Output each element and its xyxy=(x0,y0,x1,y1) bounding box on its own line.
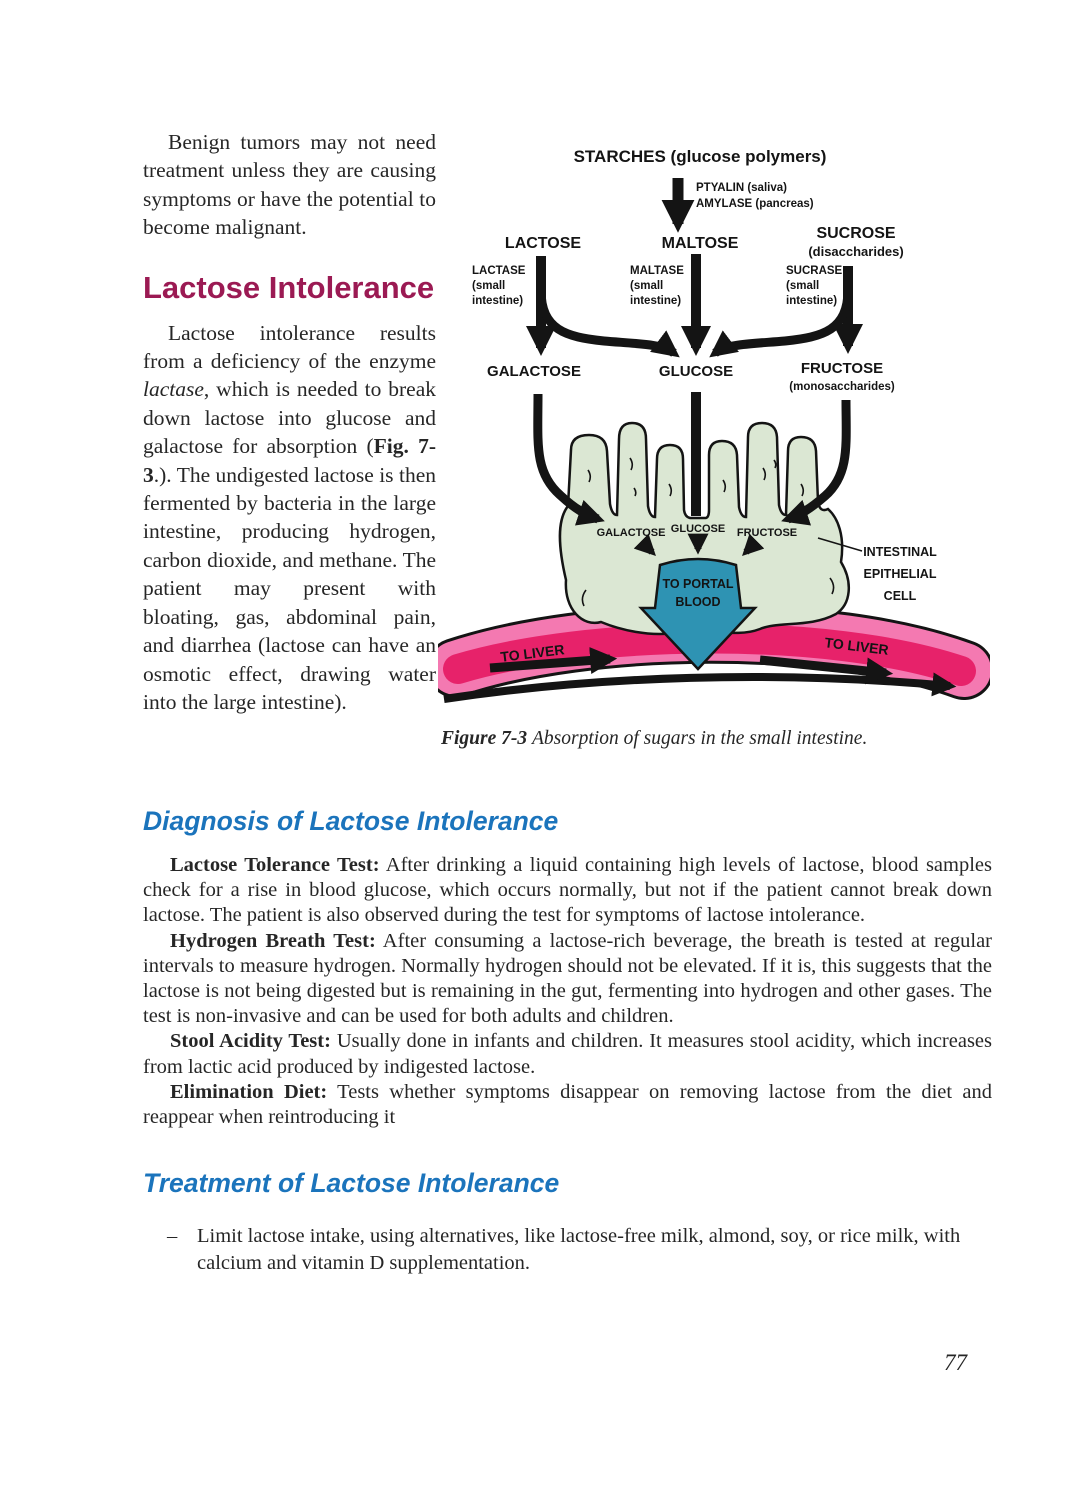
fructose-label: FRUCTOSE xyxy=(800,360,884,377)
epithelial-cell-label-2: EPITHELIAL xyxy=(863,567,937,581)
paragraph-text: After consuming a lactose-rich beverage, the breath is tested at regular intervals to measure hydrogen. Normally hydrogen should not be elevated. If it is, this suggests that the lactose is not being digested but is remaining in the gut, fermenting into hydrogen and other gases. The test is non-invasive and can be used for both adults and children. xyxy=(143,929,992,1028)
diagnosis-paragraph-stool-acidity xyxy=(143,1029,992,1079)
monosaccharides-label: (monosaccharides) xyxy=(789,381,895,393)
maltose-label: MALTOSE xyxy=(661,235,739,252)
maltase-label-1: MALTASE xyxy=(630,265,684,277)
maltase-label-3: intestine) xyxy=(630,295,682,307)
epithelial-cell-label-1: INTESTINAL xyxy=(863,545,937,559)
paragraph-text: After drinking a liquid containing high levels of lactose, blood samples check for a rise in blood glucose, which occurs normally, but not if the patient cannot break down lactose. The patient is also observed during the test for symptoms of lactose intolerance. xyxy=(143,854,992,927)
ptyalin-label: PTYALIN (saliva) xyxy=(696,182,787,194)
paragraph-text: Tests whether symptoms disappear on removing lactose from the diet and reappear when reintroducing it xyxy=(143,1080,992,1129)
sucrose-label: SUCROSE xyxy=(816,225,896,242)
lactose-label: LACTOSE xyxy=(504,235,582,252)
diagnosis-paragraph-elimination-diet xyxy=(143,1080,992,1130)
figure-7-3 xyxy=(438,138,990,733)
paragraph-lead: Lactose Tolerance Test: xyxy=(170,854,380,876)
lactase-label-2: (small xyxy=(472,280,506,292)
treatment-bullet-item xyxy=(143,1223,992,1277)
intro-paragraph: Benign tumors may not need treatment unless they are causing symptoms or have the potential to become malignant. xyxy=(143,130,436,240)
to-liver-right-label: TO LIVER xyxy=(823,634,890,658)
galactose-label: GALACTOSE xyxy=(487,363,581,380)
starches-label: STARCHES (glucose polymers) xyxy=(573,147,827,166)
sucrase-label-2: (small xyxy=(786,280,820,292)
figure-caption-label: Figure 7-3 xyxy=(441,728,528,749)
to-liver-left-label: TO LIVER xyxy=(499,641,566,665)
sugar-absorption-diagram xyxy=(438,138,990,728)
left-column xyxy=(143,128,436,716)
paragraph-lead: Elimination Diet: xyxy=(170,1080,328,1103)
diagnosis-paragraph-lactose-tolerance xyxy=(143,853,992,929)
body-text-post: .). The undigested lactose is then fermented by bacteria in the large intestine, producing hydrogen, carbon dioxide, and methane. The patient may present with bloating, gas, abdominal pain, and diarrhea (lactose can have an osmotic effect, drawing water into the large intestine). xyxy=(143,462,436,714)
diagnosis-paragraph-hydrogen-breath xyxy=(143,929,992,1030)
portal-blood-label-1: TO PORTAL xyxy=(662,577,734,591)
figure-reference: Fig. 7-3 xyxy=(143,434,436,487)
bullet-dash-marker: – xyxy=(167,1225,178,1248)
sucrase-label-3: intestine) xyxy=(786,295,838,307)
cell-fructose-label: FRUCTOSE xyxy=(736,527,798,539)
figure-caption xyxy=(441,727,989,751)
epithelial-cell-label-3: CELL xyxy=(883,589,917,603)
bullet-text: Limit lactose intake, using alternatives, like lactose-free milk, almond, soy, or rice milk, with calcium and vitamin D supplementation. xyxy=(197,1225,961,1275)
chapter-section-title: Lactose Intolerance xyxy=(143,269,435,305)
paragraph-text: Usually done in infants and children. It measures stool acidity, which increases from lactic acid produced by indigested lactose. xyxy=(143,1030,993,1078)
figure-caption-text: Absorption of sugars in the small intestine. xyxy=(532,728,868,749)
sucrase-label-1: SUCRASE xyxy=(786,265,843,277)
glucose-label: GLUCOSE xyxy=(658,363,734,380)
cell-galactose-label: GALACTOSE xyxy=(596,527,666,539)
portal-blood-label-2: BLOOD xyxy=(675,595,721,609)
disaccharides-label: (disaccharides) xyxy=(808,244,904,259)
treatment-section-title: Treatment of Lactose Intolerance xyxy=(143,1168,560,1199)
diagnosis-section-title: Diagnosis of Lactose Intolerance xyxy=(143,806,559,836)
amylase-label: AMYLASE (pancreas) xyxy=(696,198,814,210)
lactose-body-paragraph xyxy=(143,319,436,717)
lactase-label-3: intestine) xyxy=(472,295,524,307)
body-text-italic: lactase xyxy=(143,377,204,402)
main-content xyxy=(143,806,992,1277)
maltase-label-2: (small xyxy=(630,280,664,292)
body-text-mid: , which is needed to break down lactose into glucose and galactose for absorption ( xyxy=(143,377,436,459)
page-number: 77 xyxy=(944,1350,967,1375)
cell-glucose-label: GLUCOSE xyxy=(670,523,726,535)
lactase-label-1: LACTASE xyxy=(472,265,526,277)
paragraph-lead: Hydrogen Breath Test: xyxy=(170,929,376,952)
paragraph-lead: Stool Acidity Test: xyxy=(170,1030,331,1053)
body-text-pre: Lactose intolerance results from a deficiency of the enzyme xyxy=(143,320,436,374)
